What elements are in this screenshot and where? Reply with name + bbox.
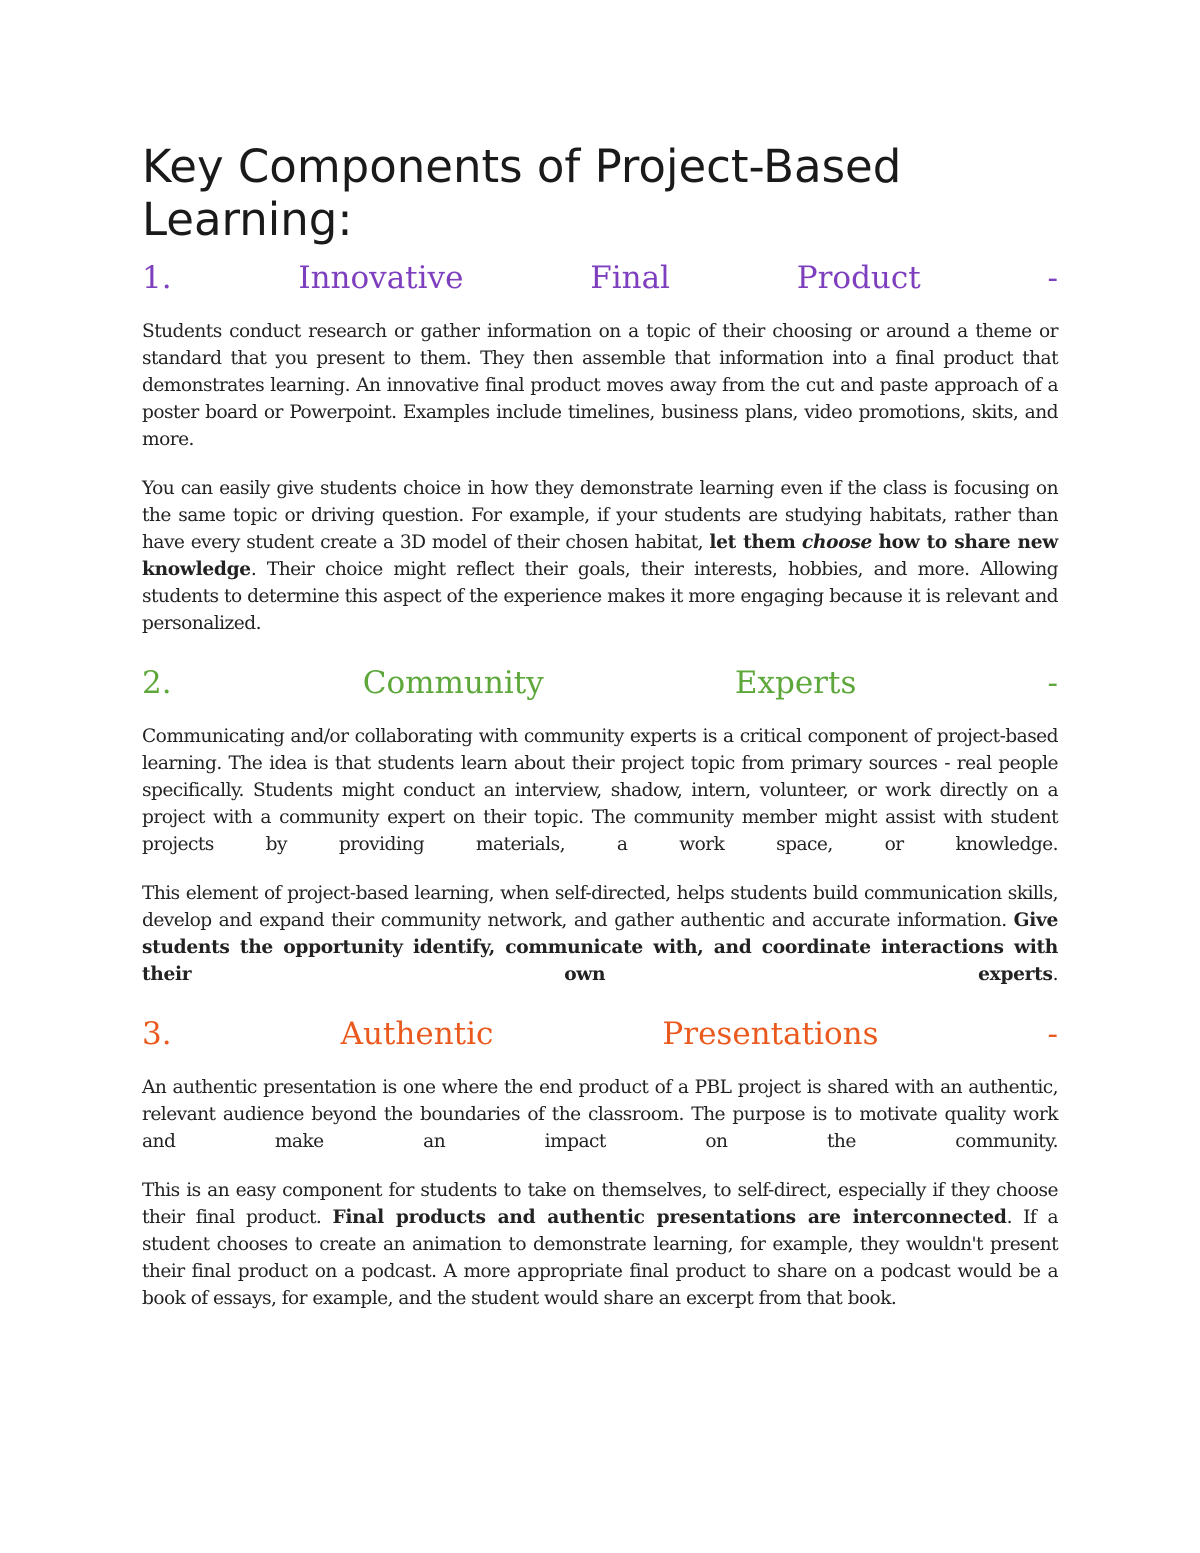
- document-title: Key Components of Project-Based Learning:: [142, 140, 902, 246]
- bold-text: let them: [709, 532, 796, 553]
- heading-word: Innovative: [298, 260, 464, 296]
- section-number: 3.: [142, 1016, 172, 1052]
- text-run: . If a student chooses to create an animation to demonstrate learning, for example, they wouldn't present their final product on a podcast. A more appropriate final product to share on a podcast would be a book of essays, for example, and the student would share an excerpt from that book.: [142, 1207, 1059, 1309]
- section-heading-2: [142, 665, 1058, 701]
- bold-text: Give students the opportunity identify, communicate with, and coordinate interactions with their own experts: [142, 910, 1058, 985]
- paragraph: An authentic presentation is one where the end product of a PBL project is shared with an authentic, relevant audience beyond the boundaries of the classroom. The purpose is to motivate quality work and make an impact on the community.: [142, 1077, 1058, 1152]
- text-run: You can easily give students choice in how they demonstrate learning even if the class is focusing on the same topic or driving question. For example, if your students are studying habitats, rather than have every student create a 3D model of their chosen habitat,: [142, 478, 1058, 553]
- heading-dash: -: [1047, 665, 1058, 701]
- paragraph: [142, 880, 1058, 988]
- heading-word: Community: [362, 665, 544, 701]
- italic-bold-text: choose: [801, 532, 873, 553]
- heading-word: Experts: [734, 665, 857, 701]
- heading-word: Presentations: [662, 1016, 879, 1052]
- heading-dash: -: [1047, 260, 1058, 296]
- section-heading-1: [142, 260, 1058, 296]
- paragraph: Communicating and/or collaborating with community experts is a critical component of project-based learning. The idea is that students learn about their project topic from primary sources - real people specifically. Students might conduct an interview, shadow, intern, volunteer, or work directly on a project with a community expert on their topic. The community member might assist with student projects by providing materials, a work space, or knowledge.: [142, 726, 1058, 855]
- heading-word: Authentic: [340, 1016, 494, 1052]
- heading-word: Product: [796, 260, 921, 296]
- text-run: .: [1052, 964, 1058, 985]
- heading-word: Final: [590, 260, 670, 296]
- text-run: This element of project-based learning, when self-directed, helps students build communication skills, develop and expand their community network, and gather authentic and accurate information.: [142, 883, 1058, 931]
- section-number: 2.: [142, 665, 172, 701]
- bold-text: Final products and authentic presentations are interconnected: [332, 1207, 1007, 1228]
- paragraph: Students conduct research or gather information on a topic of their choosing or around a theme or standard that you present to them. They then assemble that information into a final product that demonstrates learning. An innovative final product moves away from the cut and paste approach of a poster board or Powerpoint. Examples include timelines, business plans, video promotions, skits, and more.: [142, 321, 1058, 450]
- bold-text: how to share new knowledge: [142, 532, 1058, 580]
- document-page: [142, 140, 1058, 1334]
- text-run: This is an easy component for students to take on themselves, to self-direct, especially if they choose their final product.: [142, 1180, 1058, 1228]
- paragraph: [142, 1177, 1058, 1312]
- text-run: . Their choice might reflect their goals, their interests, hobbies, and more. Allowing students to determine this aspect of the experience makes it more engaging because it is relevant and personalized.: [142, 559, 1058, 634]
- paragraph: [142, 475, 1058, 637]
- section-heading-3: [142, 1016, 1058, 1052]
- section-number: 1.: [142, 260, 172, 296]
- heading-dash: -: [1047, 1016, 1058, 1052]
